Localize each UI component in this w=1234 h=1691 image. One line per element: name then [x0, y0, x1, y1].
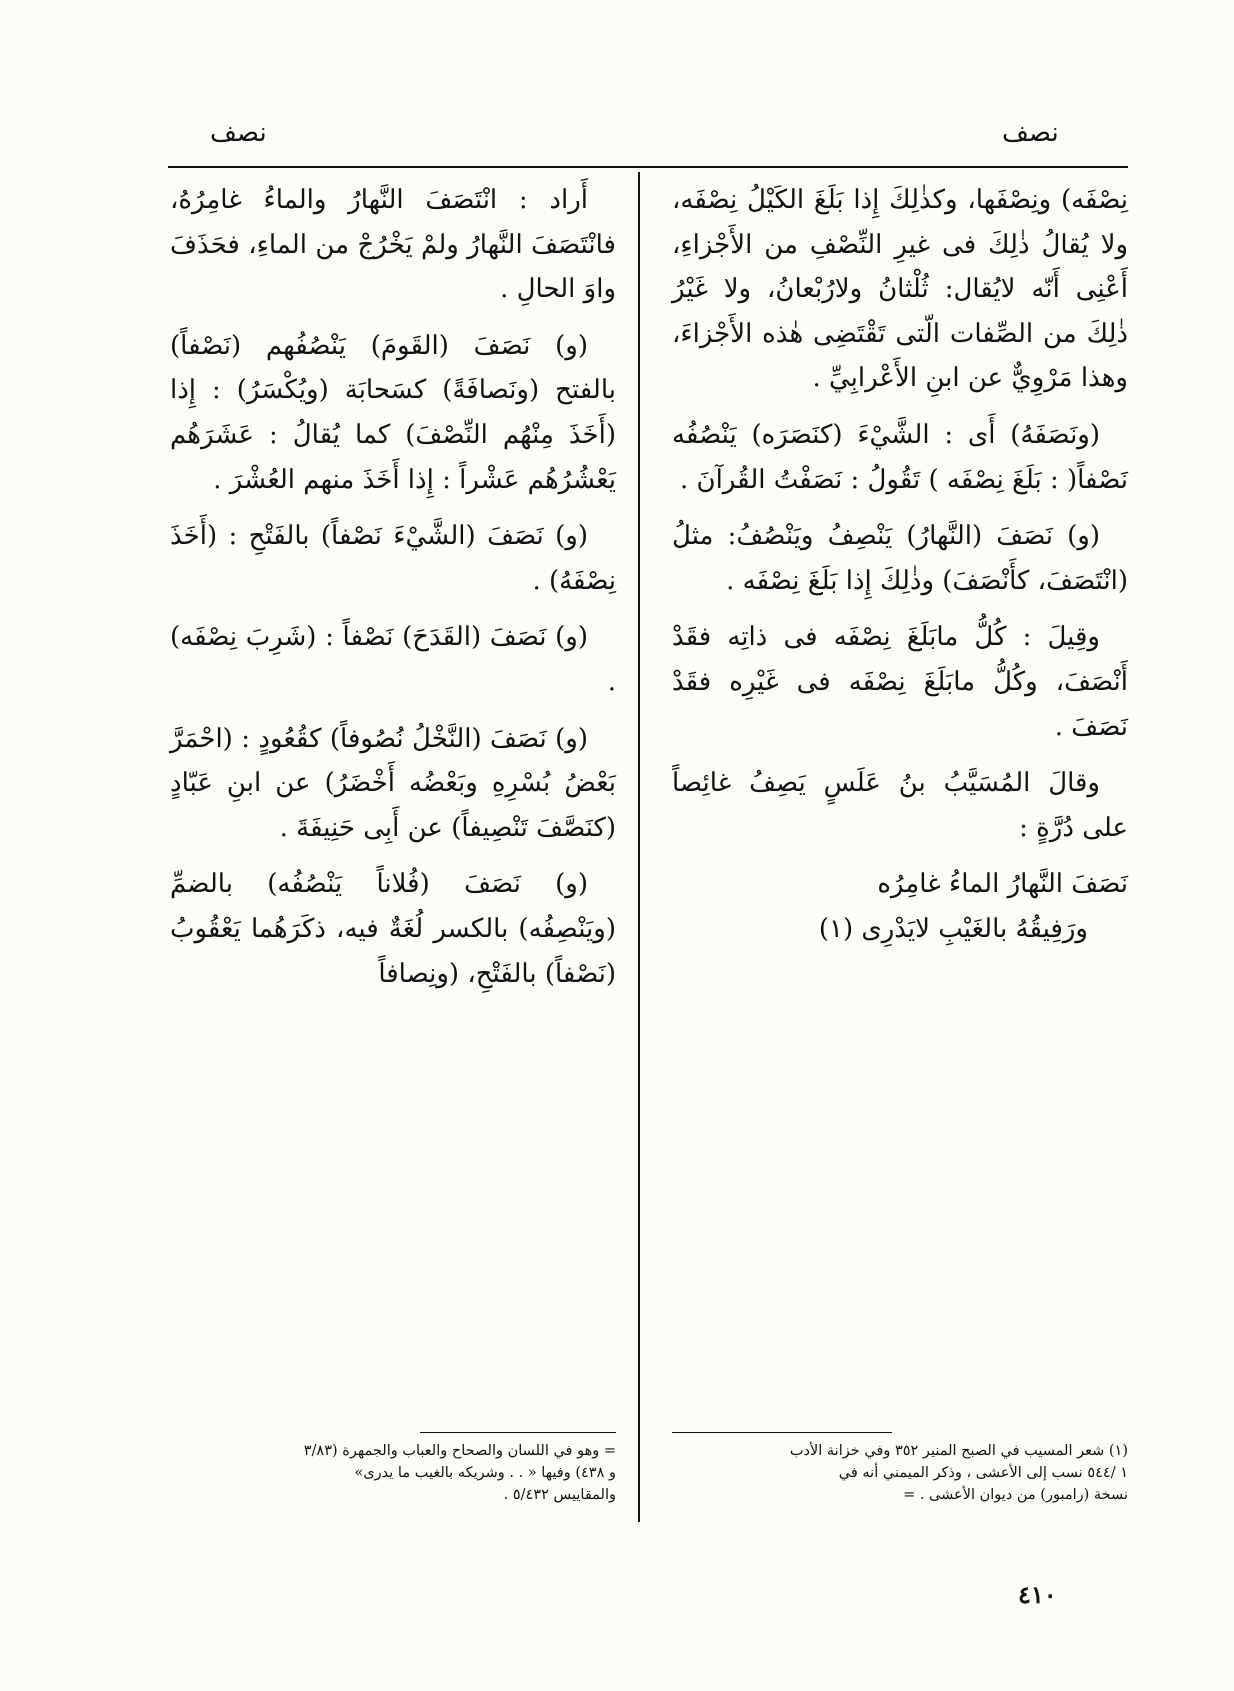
entry-paragraph: (و) نَصَفَ (فُلاناً يَنْصُفُه) بالضمِّ (ويَنْصِفُه) بالكسر لُغَةٌ فيه، ذكَرَهُما يَعْقُوبُ (نَصْفاً) بالفَتْحِ، (ونِصافاً: [170, 869, 616, 989]
entry-paragraph: وقالَ المُسَيَّبُ بنُ عَلَسٍ يَصِفُ غائِصاً على دُرَّةٍ :: [672, 768, 1128, 843]
column-divider: [638, 172, 640, 1522]
running-header-right: نصف: [1002, 118, 1059, 148]
footnote-rule-left: [420, 1432, 616, 1433]
verse-line-2: ورَفِيقُهُ بالغَيْبِ لايَدْرِى (١): [818, 913, 1088, 944]
entry-paragraph: (و) نَصَفَ (الشَّيْءَ نَصْفاً) بالفَتْحِ : (أَخَذَ نِصْفَهُ) .: [170, 521, 616, 596]
entry-paragraph: (ونَصَفَهُ) أَى : الشَّيْءَ (كنَصَرَه) يَنْصُفُه نَصْفاً( : بَلَغَ نِصْفَه ) تَقُولُ : نَصَفْتُ القُرآنَ .: [672, 419, 1128, 495]
footnote-rule-right: [672, 1432, 892, 1433]
entry-paragraph: (و) نَصَفَ (النَّهارُ) يَنْصِفُ ويَنْصُفُ: مثلُ (انْتَصَفَ، كأَنْصَفَ) وذٰلِكَ إِذا بَلَغَ نِصْفَه .: [672, 521, 1128, 596]
entry-paragraph: نِصْفَه) ونِصْفَها، وكذٰلِكَ إِذا بَلَغَ الكَيْلُ نِصْفَه، ولا يُقالُ ذٰلِكَ فى غيرِ النِّصْفِ من الأَجْزاءِ، أَعْنِى أَنّه لايُقال: ثُلْثانُ ولارُبْعانُ، ولا غَيْرُ ذٰلِكَ من الصِّفات الّتى تَقْتَضِى هٰذه الأَجْزاءَ، وهذا مَرْوِيٌّ عن ابنِ الأَعْرابِيِّ .: [672, 185, 1129, 394]
running-header-left: نصف: [210, 118, 267, 148]
verse-line-1: نَصَفَ النَّهارُ الماءُ غامِرُه: [877, 869, 1128, 900]
entry-paragraph: وقِيلَ : كُلُّ مابَلَغَ نِصْفَه فى ذاتِه فقَدْ أَنْصَفَ، وكُلُّ مابَلَغَ نِصْفَه فى غَيْرِه فقَدْ نَصَفَ .: [672, 622, 1128, 742]
page-number: ٤١٠: [1018, 1580, 1057, 1609]
right-column: [672, 178, 1128, 952]
entry-paragraph: أَراد : انْتَصَفَ النَّهارُ والماءُ غامِرُهُ، فانْتَصَفَ النَّهارُ ولمْ يَخْرُجْ من الماءِ، فحَذَفَ واوَ الحالِ .: [170, 185, 616, 305]
entry-paragraph: (و) نَصَفَ (القَومَ) يَنْصُفُهم (نَصْفاً) بالفتح (ونَصافَةً) كسَحابَة (ويُكْسَرُ) : إِذا (أَخَذَ مِنْهُم النِّصْفَ) كما يُقالُ : عَشَرَهُم يَعْشُرُهُم عَشْراً : إِذا أَخَذَ منهم العُشْرَ .: [170, 330, 616, 495]
entry-paragraph: (و) نَصَفَ (القَدَحَ) نَصْفاً : (شَرِبَ نِصْفَه) .: [170, 622, 616, 697]
footnote-right: (١) شعر المسيب في الصبح المنير ٣٥٢ وفي خزانة الأدب ١ /٥٤٤ نسب إلى الأعشى ، وذكر الميمني أنه في نسخة (رامبور) من ديوان الأعشى . =: [789, 1443, 1128, 1503]
entry-paragraph: (و) نَصَفَ (النَّخْلُ نُصُوفاً) كقُعُودٍ : (احْمَرَّ بَعْضُ بُسْرِهِ وبَعْضُه أَخْضَرُ) عن ابنِ عَبّادٍ (كنَصَّفَ تَنْصِيفاً) عن أَبِى حَنِيفَةَ .: [170, 723, 616, 843]
left-column: [170, 178, 616, 1008]
footnote-left: = وهو في اللسان والصحاح والعباب والجمهرة (٣/٨٣ و ٤٣٨) وفيها « . . وشريكه بالغيب ما يدرى» والمقاييس ٥/٤٣٢ .: [303, 1443, 616, 1503]
header-rule: [168, 166, 1128, 168]
